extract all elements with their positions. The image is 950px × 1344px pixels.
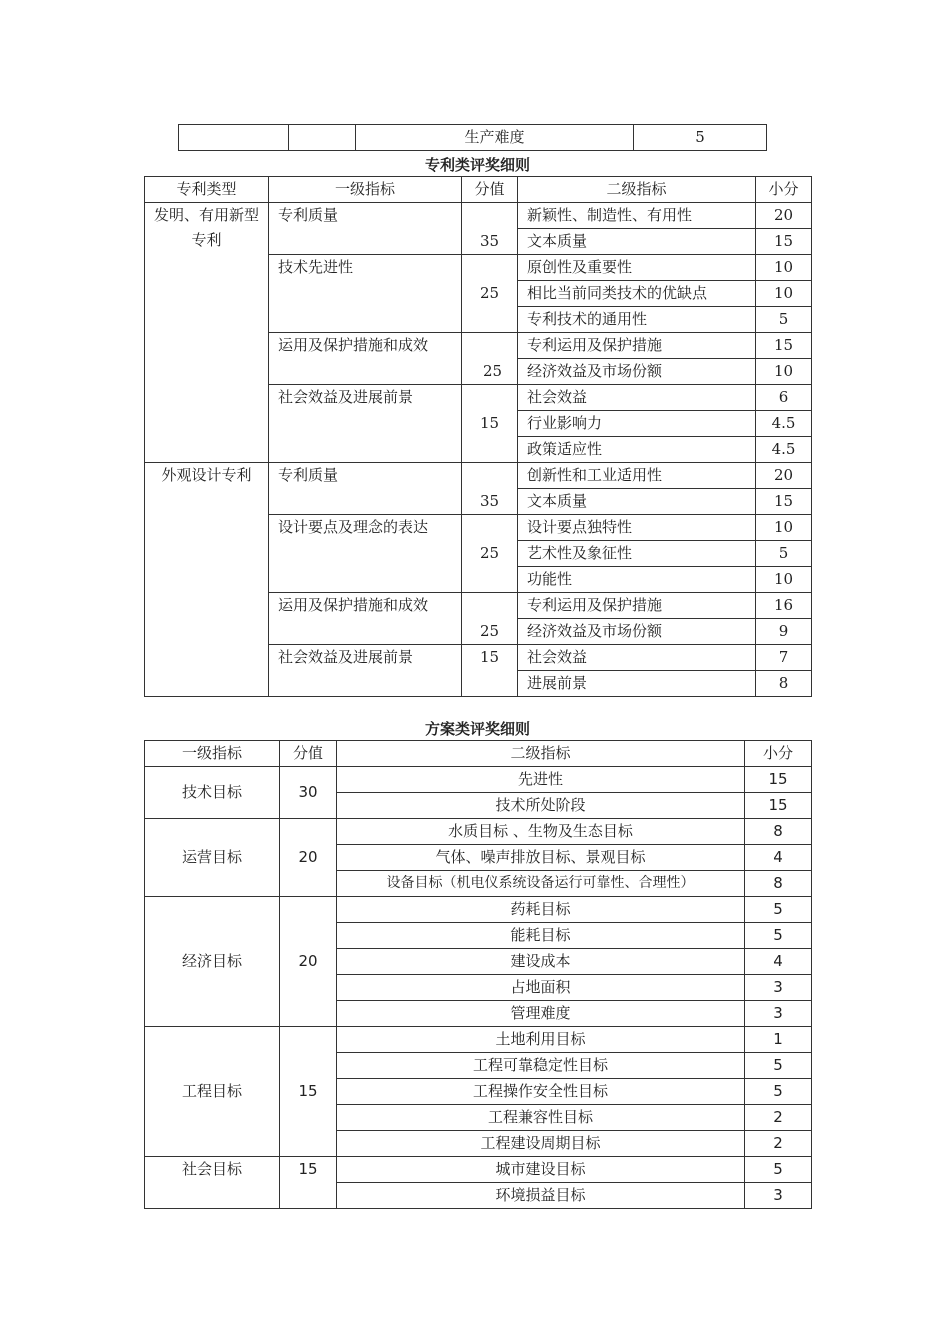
table-row — [145, 767, 812, 793]
column-header: 分值 — [462, 177, 518, 203]
primary-score: 25 — [462, 515, 518, 593]
sub-indicator: 专利运用及保护措施 — [518, 593, 756, 619]
primary-score: 25 — [462, 255, 518, 333]
sub-score: 15 — [756, 229, 812, 255]
sub-indicator: 政策适应性 — [518, 437, 756, 463]
sub-indicator: 进展前景 — [518, 671, 756, 697]
sub-score: 8 — [756, 671, 812, 697]
sub-indicator: 气体、噪声排放目标、景观目标 — [337, 845, 745, 871]
sub-score: 5 — [745, 1079, 812, 1105]
sub-score: 15 — [745, 793, 812, 819]
sub-score: 1 — [745, 1027, 812, 1053]
sub-score: 10 — [756, 255, 812, 281]
primary-indicator: 社会效益及进展前景 — [269, 385, 462, 463]
sub-score: 3 — [745, 975, 812, 1001]
sub-score: 10 — [756, 359, 812, 385]
sub-score: 2 — [745, 1131, 812, 1157]
sub-score: 3 — [745, 1001, 812, 1027]
sub-score: 5 — [745, 897, 812, 923]
sub-indicator: 药耗目标 — [337, 897, 745, 923]
sub-indicator: 原创性及重要性 — [518, 255, 756, 281]
sub-indicator: 建设成本 — [337, 949, 745, 975]
sub-score: 8 — [745, 819, 812, 845]
sub-indicator: 工程操作安全性目标 — [337, 1079, 745, 1105]
empty-cell — [179, 125, 289, 151]
sub-score: 10 — [756, 281, 812, 307]
primary-indicator: 设计要点及理念的表达 — [269, 515, 462, 593]
sub-score: 5 — [634, 125, 767, 151]
sub-score: 10 — [756, 567, 812, 593]
column-header: 小分 — [756, 177, 812, 203]
sub-score: 9 — [756, 619, 812, 645]
column-header: 二级指标 — [518, 177, 756, 203]
sub-score: 15 — [756, 489, 812, 515]
sub-indicator: 新颖性、制造性、有用性 — [518, 203, 756, 229]
primary-indicator: 社会目标 — [145, 1157, 280, 1209]
sub-indicator: 技术所处阶段 — [337, 793, 745, 819]
sub-score: 15 — [745, 767, 812, 793]
table-row — [145, 203, 812, 229]
sub-indicator: 艺术性及象征性 — [518, 541, 756, 567]
sub-score: 4.5 — [756, 411, 812, 437]
sub-indicator: 生产难度 — [356, 125, 634, 151]
sub-score: 16 — [756, 593, 812, 619]
sub-score: 4 — [745, 845, 812, 871]
primary-score: 15 — [280, 1027, 337, 1157]
table-row — [145, 897, 812, 923]
sub-indicator: 专利运用及保护措施 — [518, 333, 756, 359]
table-row — [179, 125, 767, 151]
sub-indicator: 社会效益 — [518, 385, 756, 411]
sub-indicator: 设备目标（机电仪系统设备运行可靠性、合理性） — [337, 871, 745, 897]
primary-indicator: 经济目标 — [145, 897, 280, 1027]
sub-indicator: 土地利用目标 — [337, 1027, 745, 1053]
primary-indicator: 专利质量 — [269, 203, 462, 255]
column-header: 二级指标 — [337, 741, 745, 767]
sub-score: 7 — [756, 645, 812, 671]
top-partial-table — [178, 124, 767, 151]
sub-indicator: 工程兼容性目标 — [337, 1105, 745, 1131]
primary-indicator: 技术先进性 — [269, 255, 462, 333]
sub-score: 10 — [756, 515, 812, 541]
sub-score: 6 — [756, 385, 812, 411]
sub-indicator: 占地面积 — [337, 975, 745, 1001]
sub-indicator: 管理难度 — [337, 1001, 745, 1027]
sub-score: 15 — [756, 333, 812, 359]
sub-score: 3 — [745, 1183, 812, 1209]
patent-table — [144, 176, 812, 697]
column-header: 一级指标 — [145, 741, 280, 767]
table-header-row — [145, 177, 812, 203]
table-row — [145, 1027, 812, 1053]
sub-score: 5 — [756, 307, 812, 333]
patent-type-cell: 发明、有用新型专利 — [145, 203, 269, 463]
table-header-row — [145, 741, 812, 767]
sub-score: 5 — [745, 923, 812, 949]
sub-score: 5 — [745, 1157, 812, 1183]
primary-score: 35 — [462, 203, 518, 255]
empty-cell — [289, 125, 356, 151]
primary-score: 30 — [280, 767, 337, 819]
column-header: 分值 — [280, 741, 337, 767]
primary-score: 25 — [462, 593, 518, 645]
primary-score: 20 — [280, 897, 337, 1027]
sub-indicator: 工程建设周期目标 — [337, 1131, 745, 1157]
sub-indicator: 经济效益及市场份额 — [518, 619, 756, 645]
sub-score: 8 — [745, 871, 812, 897]
column-header: 一级指标 — [269, 177, 462, 203]
sub-score: 4 — [745, 949, 812, 975]
column-header: 专利类型 — [145, 177, 269, 203]
primary-score: 15 — [462, 385, 518, 463]
primary-indicator: 运用及保护措施和成效 — [269, 333, 462, 385]
table-row — [145, 463, 812, 489]
sub-indicator: 先进性 — [337, 767, 745, 793]
primary-score: 25 — [462, 333, 518, 385]
primary-indicator: 专利质量 — [269, 463, 462, 515]
sub-indicator: 相比当前同类技术的优缺点 — [518, 281, 756, 307]
primary-score: 15 — [280, 1157, 337, 1209]
sub-indicator: 经济效益及市场份额 — [518, 359, 756, 385]
sub-score: 2 — [745, 1105, 812, 1131]
sub-score: 20 — [756, 463, 812, 489]
table-row — [145, 819, 812, 845]
sub-score: 4.5 — [756, 437, 812, 463]
sub-indicator: 城市建设目标 — [337, 1157, 745, 1183]
sub-indicator: 文本质量 — [518, 229, 756, 255]
primary-indicator: 运营目标 — [145, 819, 280, 897]
sub-indicator: 设计要点独特性 — [518, 515, 756, 541]
sub-indicator: 功能性 — [518, 567, 756, 593]
plan-section-title: 方案类评奖细则 — [424, 720, 530, 738]
primary-score: 15 — [462, 645, 518, 697]
primary-score: 20 — [280, 819, 337, 897]
sub-indicator: 环境损益目标 — [337, 1183, 745, 1209]
primary-score: 35 — [462, 463, 518, 515]
plan-table — [144, 740, 812, 1209]
sub-score: 20 — [756, 203, 812, 229]
primary-indicator: 工程目标 — [145, 1027, 280, 1157]
sub-indicator: 行业影响力 — [518, 411, 756, 437]
sub-indicator: 社会效益 — [518, 645, 756, 671]
sub-indicator: 创新性和工业适用性 — [518, 463, 756, 489]
sub-indicator: 专利技术的通用性 — [518, 307, 756, 333]
sub-indicator: 工程可靠稳定性目标 — [337, 1053, 745, 1079]
primary-indicator: 运用及保护措施和成效 — [269, 593, 462, 645]
sub-indicator: 水质目标 、生物及生态目标 — [337, 819, 745, 845]
primary-indicator: 技术目标 — [145, 767, 280, 819]
column-header: 小分 — [745, 741, 812, 767]
sub-indicator: 文本质量 — [518, 489, 756, 515]
primary-indicator: 社会效益及进展前景 — [269, 645, 462, 697]
sub-indicator: 能耗目标 — [337, 923, 745, 949]
sub-score: 5 — [745, 1053, 812, 1079]
table-row — [145, 1157, 812, 1183]
patent-type-cell: 外观设计专利 — [145, 463, 269, 697]
patent-section-title: 专利类评奖细则 — [424, 156, 530, 174]
sub-score: 5 — [756, 541, 812, 567]
